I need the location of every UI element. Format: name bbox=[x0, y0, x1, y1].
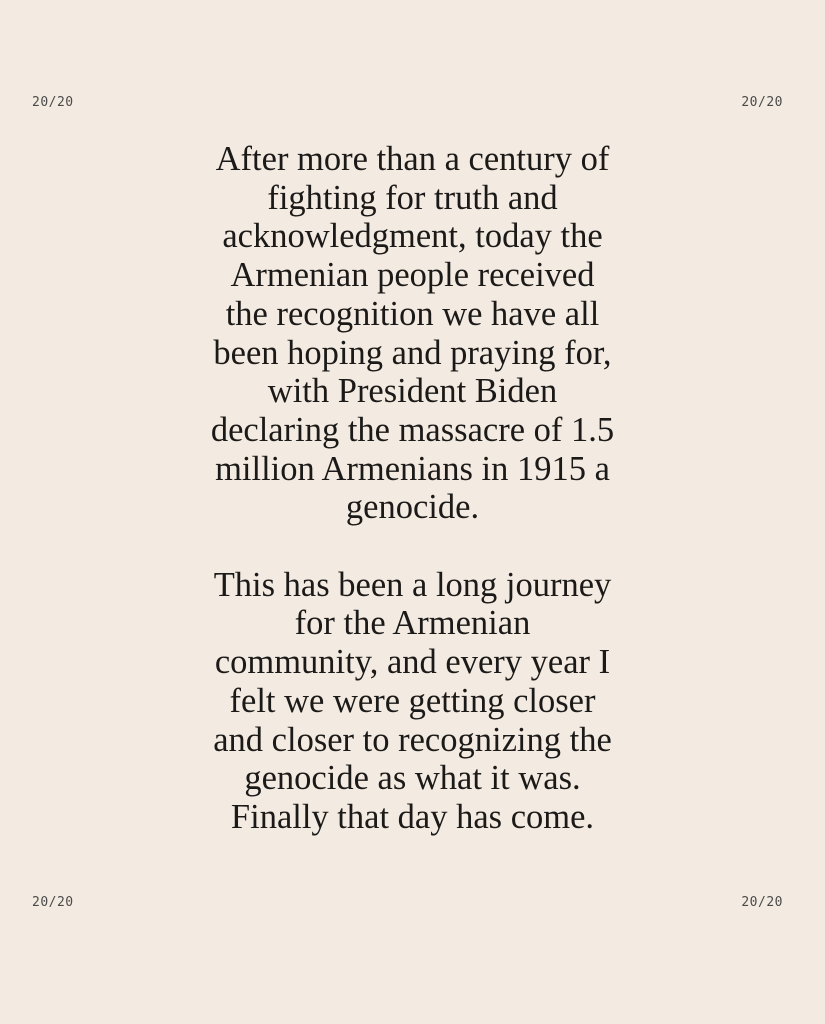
text-line: acknowledgment, today the bbox=[222, 217, 603, 256]
text-line: with President Biden bbox=[267, 372, 558, 411]
text-line: declaring the massacre of 1.5 bbox=[210, 410, 615, 449]
text-line: and closer to recognizing the bbox=[213, 720, 612, 759]
paragraph-2 bbox=[0, 566, 825, 837]
page-counter-bottom-right: 20/20 bbox=[741, 895, 783, 910]
text-line: After more than a century of bbox=[215, 140, 610, 178]
text-line: been hoping and praying for, bbox=[213, 333, 612, 372]
text-line: genocide as what it was. bbox=[244, 759, 581, 798]
text-line: fighting for truth and bbox=[267, 178, 558, 217]
statement-text bbox=[0, 140, 825, 837]
text-line: This has been a long journey bbox=[213, 565, 612, 604]
paragraph-spacer bbox=[0, 527, 825, 566]
page-counter-top-left: 20/20 bbox=[32, 95, 74, 110]
text-line: genocide. bbox=[345, 488, 480, 527]
paragraph-1 bbox=[0, 140, 825, 527]
text-line: felt we were getting closer bbox=[229, 681, 596, 720]
text-line: million Armenians in 1915 a bbox=[215, 449, 610, 488]
page-counter-top-right: 20/20 bbox=[741, 95, 783, 110]
text-line: Finally that day has come. bbox=[230, 797, 595, 836]
text-line: the recognition we have all bbox=[225, 294, 600, 333]
text-line: Armenian people received bbox=[230, 256, 595, 295]
text-line: for the Armenian bbox=[294, 604, 531, 643]
page-counter-bottom-left: 20/20 bbox=[32, 895, 74, 910]
text-line: community, and every year I bbox=[214, 643, 611, 682]
